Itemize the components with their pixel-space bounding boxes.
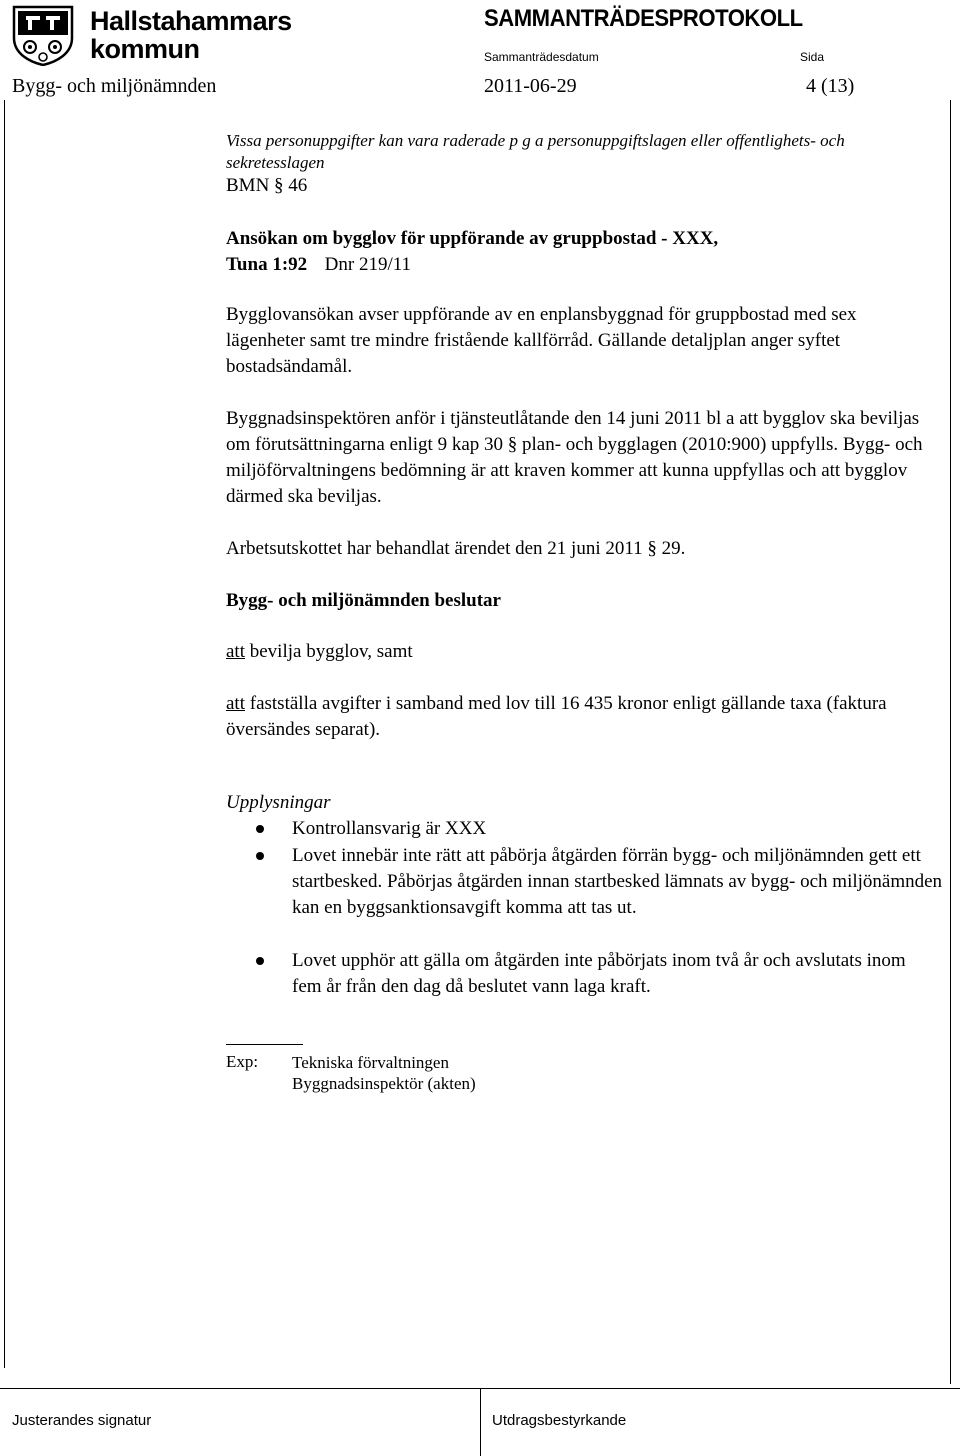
coat-of-arms-icon <box>10 4 80 66</box>
item-number: BMN § 46 <box>226 175 308 196</box>
page-number: 4 (13) <box>806 75 855 97</box>
expedition-label: Exp: <box>226 1052 259 1071</box>
item-heading-line2 <box>226 252 938 278</box>
decision-item <box>226 691 938 743</box>
expedition-recipient: Byggnadsinspektör (akten) <box>292 1074 476 1093</box>
decision-heading: Bygg- och miljönämnden beslutar <box>226 590 501 611</box>
decision-text: bevilja bygglov, samt <box>245 641 413 662</box>
date-label: Sammanträdesdatum <box>484 50 599 64</box>
property-designation: Tuna 1:92 <box>226 254 308 275</box>
paragraph-application: Bygglovansökan avser uppförande av en enplansbyggnad för gruppbostad med sex lägenheter samt tre mindre fristående kallförråd. Gällande detaljplan anger syftet bostadsändamål. <box>226 304 857 377</box>
info-heading: Upplysningar <box>226 792 331 813</box>
page-label: Sida <box>800 50 825 64</box>
case-number: Dnr 219/11 <box>324 254 412 275</box>
meeting-date: 2011-06-29 <box>484 75 577 97</box>
expedition-recipient: Tekniska förvaltningen <box>292 1053 449 1072</box>
decision-keyword: att <box>226 641 245 662</box>
decision-keyword: att <box>226 693 245 714</box>
info-bullet-text: Lovet innebär inte rätt att påbörja åtgärden förrän bygg- och miljönämnden gett ett startbesked. Påbörjas åtgärden innan startbesked lämnats av bygg- och miljönämnden kan en byggsanktionsavgift komma att tas ut. <box>292 845 943 918</box>
committee-name: Bygg- och miljönämnden <box>12 75 217 97</box>
signature-label: Justerandes signatur <box>12 1412 152 1429</box>
bullet-icon <box>256 825 264 833</box>
paragraph-assessment: Byggnadsinspektören anför i tjänsteutlåtande den 14 juni 2011 bl a att bygglov ska beviljas om förutsättningarna enligt 9 kap 30 § plan- och bygglagen (2010:900) uppfylls. Bygg- och miljöförvaltningens bedömning är att kraven kommer att kunna uppfyllas och att bygglov därmed ska beviljas. <box>226 408 923 507</box>
item-heading-line1: Ansökan om bygglov för uppförande av gruppbostad - XXX, <box>226 228 719 249</box>
decision-item <box>226 639 938 665</box>
decision-text: fastställa avgifter i samband med lov till 16 435 kronor enligt gällande taxa (faktura översändes separat). <box>226 693 887 740</box>
privacy-notice: Vissa personuppgifter kan vara raderade p g a personuppgiftslagen eller offentlighets- och sekretesslagen <box>226 131 845 172</box>
expedition-recipients <box>292 1052 476 1094</box>
extract-certification-label: Utdragsbestyrkande <box>492 1412 627 1429</box>
logo-text-line2: kommun <box>90 34 200 64</box>
expedition-rule <box>226 1044 303 1045</box>
right-margin-line <box>950 100 951 1384</box>
bullet-icon <box>256 852 264 860</box>
footer-center-line <box>480 1388 481 1456</box>
bullet-icon <box>256 957 264 965</box>
info-bullet-text: Kontrollansvarig är XXX <box>292 818 487 839</box>
municipality-logo <box>10 4 292 64</box>
info-bullet-text: Lovet upphör att gälla om åtgärden inte påbörjats inom två år och avslutats inom fem år från den dag då beslutet vann laga kraft. <box>292 950 906 997</box>
document-title: SAMMANTRÄDESPROTOKOLL <box>484 5 803 32</box>
item-heading <box>226 226 938 278</box>
left-margin-line <box>4 100 5 1368</box>
logo-text-line1: Hallstahammars <box>90 6 292 36</box>
paragraph-working-committee: Arbetsutskottet har behandlat ärendet den 21 juni 2011 § 29. <box>226 538 686 559</box>
